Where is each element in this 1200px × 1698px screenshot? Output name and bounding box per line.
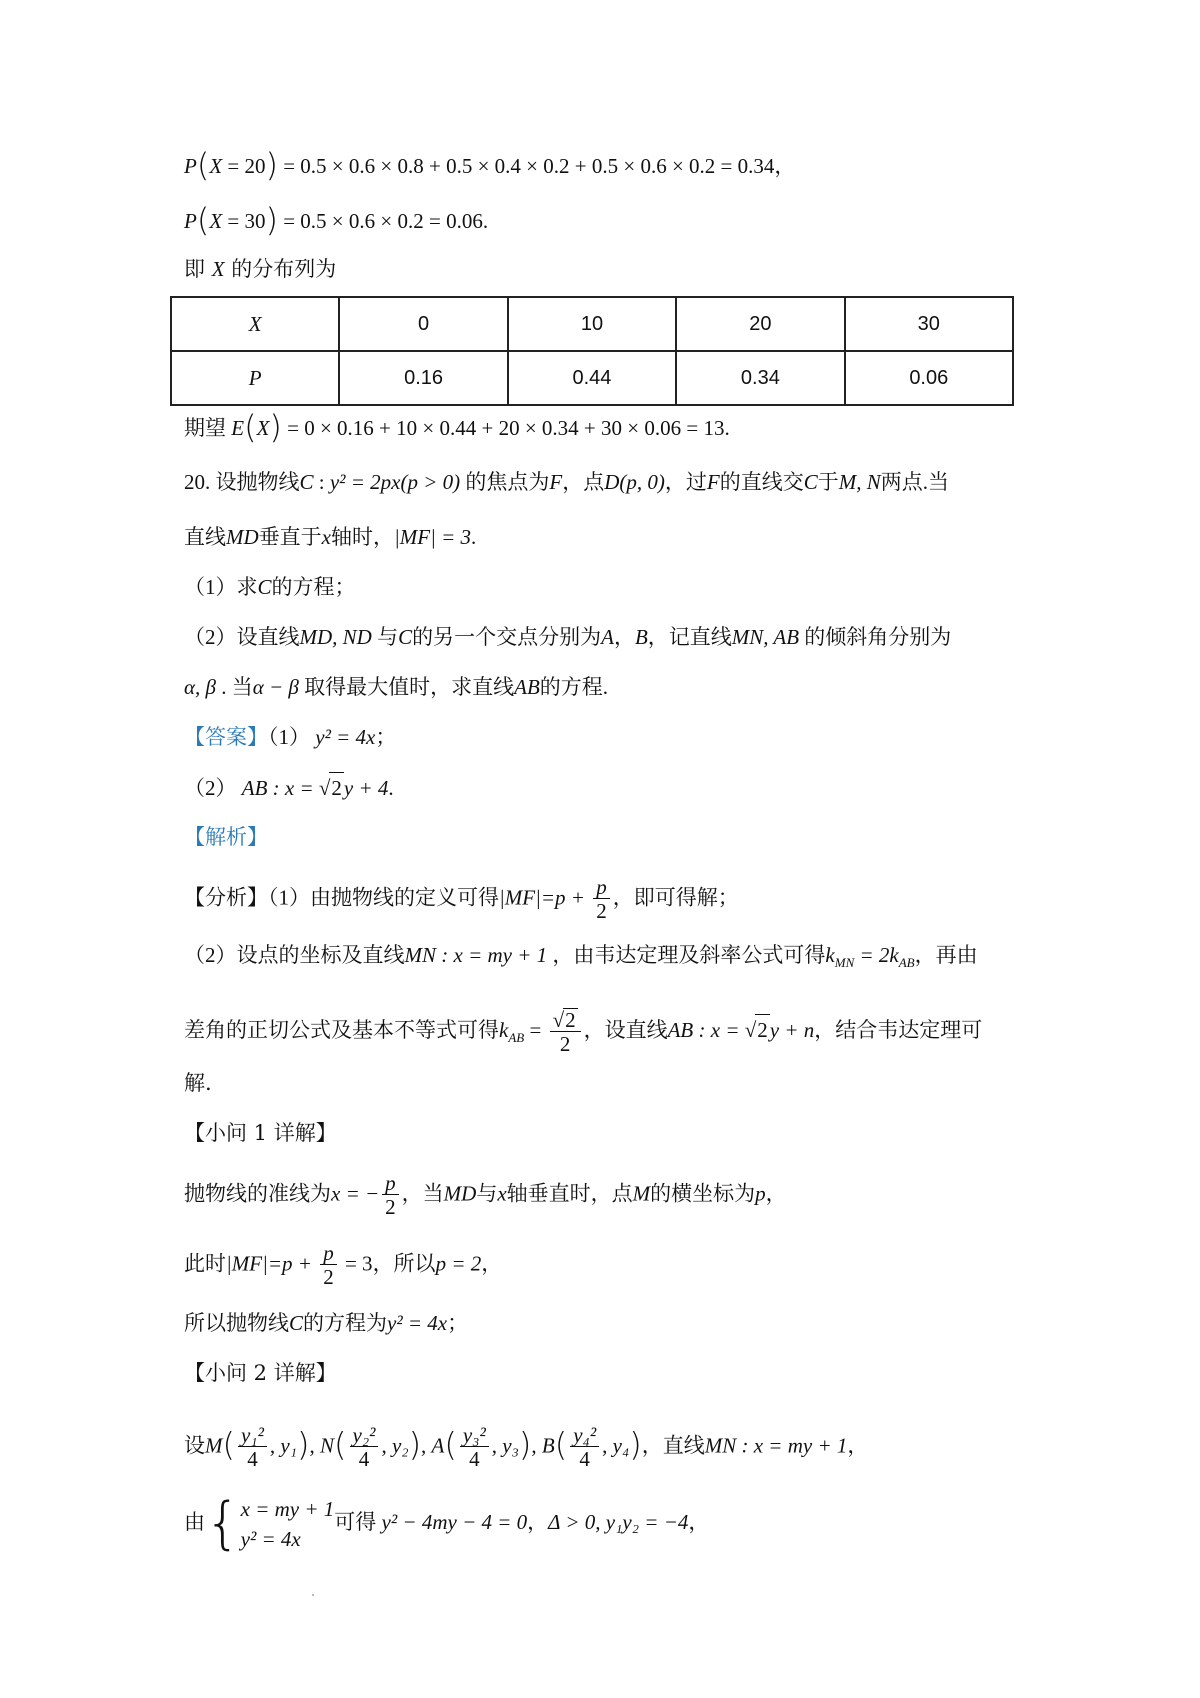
q20-mn: M, N (838, 470, 881, 494)
part1-l3a: 所以抛物线 (184, 1311, 289, 1335)
sqrt-2: 2 (565, 1008, 576, 1032)
q20-2-t5: . 当 (215, 675, 253, 699)
paren-close: ) (408, 1425, 422, 1464)
fenxi-t4: ，由韦达定理及斜率公式可得 (547, 943, 826, 967)
part2-t4: ， (688, 1509, 710, 1534)
part2-delta: Δ > 0, y₁y₂ = −4 (548, 1509, 689, 1534)
fenxi-kmn: MN (834, 955, 855, 971)
eq-p30-eq: = 30 (222, 209, 266, 233)
q20-2-t2: 的另一个交点分别为 (412, 625, 602, 649)
fraction-numerator: p (593, 876, 610, 899)
paren-close: ) (518, 1425, 532, 1464)
fenxi-ab: AB : x = (667, 1017, 745, 1042)
part1-l2c: = 3 (339, 1251, 373, 1276)
fenxi-t5: ，再由 (914, 943, 978, 967)
fenxi-kab2: AB (508, 1030, 525, 1045)
q20-2-ab: α, β (184, 675, 216, 699)
part1-x: x (497, 1181, 507, 1206)
part2-yy4: y₄ (612, 1433, 630, 1458)
part2-a: A (431, 1433, 445, 1458)
dist-intro-post: 的分布列为 (224, 257, 337, 281)
fenxi-eq2: = 2k (854, 943, 899, 967)
fenxi-eq: =p + (540, 885, 591, 910)
answer-a2post: y + 4 (343, 776, 389, 800)
table-cell: 20 (676, 297, 844, 351)
analysis-line-4: 解. (184, 1071, 212, 1095)
paren-open: ( (334, 1425, 347, 1464)
eq-p20-open: ( (196, 146, 210, 184)
answer-sqrt-2: 2 (329, 772, 344, 803)
part2-t1: ，直线 (641, 1433, 705, 1458)
fenxi-t2: ，即可得解； (612, 885, 739, 910)
sqrt-2: 2 (755, 1014, 770, 1045)
answer-p2: （2） (184, 776, 242, 800)
part2-t2: ， (847, 1433, 869, 1458)
q20-l2c: 轴时， (331, 525, 394, 549)
part2-m: M (205, 1433, 223, 1458)
fraction-numerator: √2 (550, 1008, 581, 1032)
part1-l1c: ，当 (401, 1181, 444, 1206)
fenxi-mn: MN : x = my + 1 (404, 943, 548, 967)
q20-dc: (p, 0) (619, 470, 665, 494)
q20-1-c: C (257, 575, 272, 599)
paren-close: ) (629, 1425, 642, 1464)
fraction-denominator: 2 (596, 899, 607, 923)
table-cell: 30 (845, 297, 1013, 351)
part1-l2a: 此时 (184, 1251, 226, 1276)
answer-label: 【答案】 (184, 725, 268, 749)
eq-p20-close: ) (265, 146, 278, 184)
q20-2-lines: MD, ND (299, 625, 372, 649)
q20-1-post: 的方程； (271, 575, 356, 599)
answer-a1: y² = 4x (315, 725, 376, 749)
fraction-numerator: y₂² (350, 1424, 379, 1447)
part2-res: y² − 4my − 4 = 0 (381, 1509, 528, 1534)
fraction-denominator: 4 (247, 1447, 258, 1471)
question-20-line-1 (184, 467, 949, 497)
question-20-part-1 (184, 572, 356, 602)
distribution-table (170, 296, 1014, 406)
part1-p2: p = 2 (435, 1251, 482, 1276)
fenxi-k: k (825, 943, 835, 967)
paren-close: ) (269, 408, 282, 446)
part1-l1g: ， (765, 1181, 787, 1206)
part1-l3c: ； (447, 1311, 469, 1335)
part-1-label: 【小问 1 详解】 (184, 1121, 337, 1145)
fenxi-mf: |MF| (499, 885, 541, 910)
answer-line-1 (184, 722, 396, 752)
q20-2-pre: （2）设直线 (184, 625, 300, 649)
q20-2-t3: ，记直线 (647, 625, 732, 649)
eq-p30 (184, 201, 489, 239)
q20-f2: F (706, 470, 720, 494)
eq-p30-open: ( (196, 201, 210, 239)
speck (312, 1594, 314, 1596)
q20-2-lines2: MN, AB (731, 625, 800, 649)
fenxi-t6: 差角的正切公式及基本不等式可得 (184, 1017, 499, 1042)
q20-1-pre: （1）求 (184, 575, 258, 599)
table-cell: 0.44 (508, 351, 676, 405)
question-20-part-2-line-2 (184, 672, 608, 702)
part-1-line-2 (184, 1242, 502, 1289)
system-eq-2: y² = 4x (240, 1527, 301, 1551)
analysis-line-2 (184, 940, 978, 978)
table-cell: 0 (339, 297, 507, 351)
q20-mf: |MF| = 3 (394, 525, 472, 549)
part-1-line-3 (184, 1308, 468, 1338)
table-cell: 0.16 (339, 351, 507, 405)
paren-open: ( (444, 1425, 457, 1464)
q20-md: MD (226, 525, 259, 549)
fraction-denominator: 4 (358, 1447, 370, 1471)
analysis-line-3: 差角的正切公式及基本不等式可得$k_{AB}$ = $\frac{√2}{2}$ ，设直线AB : x = √2y + n，结合韦达定理可 (184, 1008, 983, 1056)
fenxi-t7: ，设直线 (583, 1017, 668, 1042)
fraction (320, 1242, 337, 1289)
q20-t3: ，过 (664, 470, 707, 494)
fraction (350, 1424, 379, 1471)
fenxi-t3: （2）设点的坐标及直线 (184, 943, 405, 967)
part-2-line-1: 设M( $\frac{\text{y₁²}}{4}$ , y₁), N( $\frac{\text{y₂²}}{4}$ , y₂), A( $\frac{\text{y₃²}}{4}$ , y₃), B( $\frac{\text{y₄²}}{4}$ , y₄)，直线MN : x = my + 1， (184, 1423, 869, 1471)
analysis-label: 【解析】 (184, 825, 268, 849)
dist-intro-pre: 即 (184, 257, 212, 281)
q20-2-ab-line: AB (514, 675, 540, 699)
expect-x: X (256, 416, 270, 440)
table-row (171, 351, 1013, 405)
part1-m: M (632, 1181, 651, 1206)
part1-p: p (755, 1181, 766, 1206)
fenxi-t8: ，结合韦达定理可 (814, 1017, 983, 1042)
fraction-denominator: 4 (579, 1447, 590, 1471)
fraction (460, 1424, 489, 1471)
expect-e: E (231, 416, 245, 440)
fenxi-kab: AB (898, 955, 915, 971)
fenxi-eq3: = (524, 1017, 547, 1042)
answer-a2pre: AB : x = (241, 776, 319, 800)
part2-n: N (320, 1433, 335, 1458)
question-20-part-2-line-1 (184, 622, 951, 652)
q20-t5: 于 (817, 470, 839, 494)
dist-intro-var: X (211, 257, 225, 281)
part1-c: C (289, 1311, 304, 1335)
q20-2-diff: α − β (252, 675, 299, 699)
analysis-line-1 (184, 876, 739, 923)
table-cell: P (171, 351, 339, 405)
part1-l1e: 轴垂直时，点 (506, 1181, 633, 1206)
part2-yy3: y₃ (502, 1433, 519, 1458)
part1-l2d: ，所以 (372, 1251, 436, 1276)
part-2-label: 【小问 2 详解】 (184, 1361, 337, 1385)
q20-num: 20. 设抛物线 (184, 470, 300, 494)
table-cell: X (171, 297, 339, 351)
q20-f: F (549, 470, 563, 494)
answer-line-2: （2） AB : x = √2y + 4. (184, 772, 394, 803)
eq-p30-x: X (209, 209, 223, 233)
q20-t6: 两点.当 (880, 470, 949, 494)
q20-2-b: B (634, 625, 648, 649)
part1-l3b: 的方程为 (303, 1311, 388, 1335)
answer-a2end: . (388, 776, 394, 800)
part1-eq: y² = 4x (387, 1311, 448, 1335)
eq-p30-lhs: P (184, 209, 197, 233)
q20-l2b: 垂直于 (258, 525, 322, 549)
part1-l1a: 抛物线的准线为 (184, 1181, 331, 1206)
paren-open: ( (244, 408, 257, 446)
part2-yy2: y₂ (391, 1433, 409, 1458)
q20-2-t4: 的倾斜角分别为 (799, 625, 952, 649)
part1-l2b: =p + (267, 1251, 318, 1276)
fraction (593, 876, 610, 923)
fraction-numerator: y₄² (570, 1424, 599, 1447)
fraction-numerator: p (382, 1172, 399, 1195)
question-20-line-2 (184, 522, 476, 552)
fraction-denominator: 4 (469, 1447, 480, 1471)
fenxi-label: 【分析】 (184, 885, 268, 910)
fraction-numerator: y₁² (238, 1424, 267, 1447)
table-cell: 10 (508, 297, 676, 351)
q20-curve: C (299, 470, 314, 494)
q20-l2d: . (471, 525, 477, 549)
system-eq-1: x = my + 1 (240, 1497, 335, 1521)
fenxi-t1: （1）由抛物线的定义可得 (268, 885, 499, 910)
q20-t2: ，点 (562, 470, 605, 494)
table-row (171, 297, 1013, 351)
part2-you: 由 (184, 1509, 205, 1534)
q20-x: x (321, 525, 331, 549)
fraction (382, 1172, 399, 1219)
q20-eq: y² = 2px(p > 0) (329, 470, 461, 494)
part1-l2e: ， (481, 1251, 503, 1276)
part1-md: MD (443, 1181, 477, 1206)
eq-p20 (184, 146, 796, 184)
q20-colon: : (313, 470, 330, 494)
q20-2-c: C (398, 625, 413, 649)
part1-l1f: 的横坐标为 (650, 1181, 756, 1206)
q20-c2: C (803, 470, 818, 494)
part2-t3: ， (527, 1509, 549, 1534)
expect-pre: 期望 (184, 416, 232, 440)
part2-she: 设 (184, 1433, 205, 1458)
part2-b: B (541, 1433, 555, 1458)
answer-p1: （1） (268, 725, 316, 749)
paren-open: ( (222, 1425, 235, 1464)
fenxi-k2: k (499, 1017, 509, 1042)
q20-t4: 的直线交 (719, 470, 804, 494)
part2-kede: 可得 (334, 1509, 377, 1534)
eq-p20-eq: = 20 (222, 154, 266, 178)
expect-rhs: = 0 × 0.16 + 10 × 0.44 + 20 × 0.34 + 30 × 0.06 = 13. (281, 416, 730, 440)
part-1-line-1 (184, 1172, 787, 1219)
q20-t1: 的焦点为 (460, 470, 550, 494)
answer-a1end: ； (375, 725, 397, 749)
q20-d: D (604, 470, 620, 494)
expectation (184, 408, 730, 446)
part1-l1b: x = − (331, 1181, 380, 1206)
fraction-denominator: 2 (323, 1265, 334, 1289)
q20-l2a: 直线 (184, 525, 226, 549)
q20-2-t7: 的方程. (539, 675, 609, 699)
equation-system (241, 1494, 335, 1554)
part2-mn: MN : x = my + 1 (704, 1433, 848, 1458)
q20-2-comma: ， (613, 625, 635, 649)
q20-2-t6: 取得最大值时，求直线 (298, 675, 515, 699)
brace: { (205, 1491, 241, 1556)
fraction-numerator: y₃² (460, 1424, 489, 1447)
q20-2-a: A (601, 625, 614, 649)
fraction-denominator: 2 (559, 1032, 571, 1056)
eq-p20-rhs: = 0.5 × 0.6 × 0.8 + 0.5 × 0.4 × 0.2 + 0.5 × 0.6 × 0.2 = 0.34， (277, 154, 796, 178)
fraction (238, 1424, 267, 1471)
paren-close: ) (297, 1425, 310, 1464)
fraction (570, 1424, 599, 1471)
fraction-numerator: p (320, 1242, 337, 1265)
eq-p30-close: ) (265, 201, 278, 239)
paren-open: ( (554, 1425, 568, 1464)
part1-mf: |MF| (226, 1251, 268, 1276)
q20-2-t1: 与 (371, 625, 399, 649)
eq-p30-rhs: = 0.5 × 0.6 × 0.2 = 0.06. (277, 209, 489, 233)
part2-yy1: y₁ (280, 1433, 298, 1458)
eq-p20-x: X (209, 154, 223, 178)
dist-intro (184, 254, 336, 284)
eq-p20-lhs: P (184, 154, 197, 178)
table-cell: 0.06 (845, 351, 1013, 405)
part-2-line-2 (184, 1491, 710, 1556)
table-cell: 0.34 (676, 351, 844, 405)
fraction (550, 1008, 581, 1056)
fraction-denominator: 2 (385, 1195, 396, 1219)
part1-l1d: 与 (476, 1181, 498, 1206)
fenxi-yn: y + n (769, 1017, 815, 1042)
